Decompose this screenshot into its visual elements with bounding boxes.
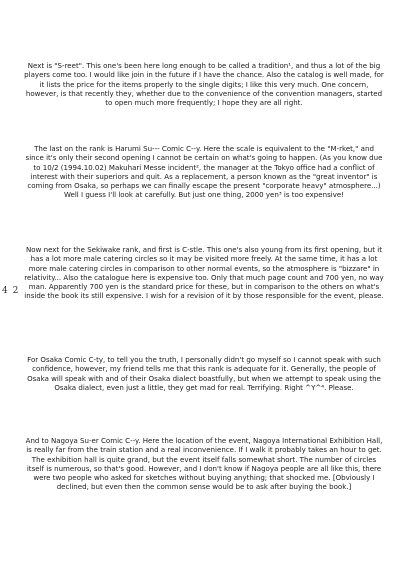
paragraph-harumi: The last on the rank is Harumi Su--- Comic C--y. Here the scale is equivalent to the "M-rket," and since it's only their second opening I cannot be certain on what's going to happen. (As you know due to 10/2 (1994.10.02) Makuhari Messe incident², the manager at the Tokyo office had a conflict of interest with their superiors and quit. As a replacement, a person known as the "great inventor" is coming from Osaka, so perhaps we can finally escape the present "corporate heavy" atmosphere...) Well I guess I'll look at carefully. But just one thing, 2000 yen³ is too expensive! — [25, 144, 383, 200]
paragraph-osaka: For Osaka Comic C-ty, to tell you the truth, I personally didn't go myself so I cannot speak with such confidence, however, my friend tells me that this rank is adequate for it. Generally, the people of Osaka will speak with and of their Osaka dialect boastfully, but when we attempt to speak using the Osaka dialect, even just a little, they get mad for real. Terrifying. Right ^Y^⁴. Please. — [27, 355, 381, 392]
paragraph-street: Next is "S-reet". This one's been here long enough to be called a tradition¹, and thus a lot of the big players come too. I would like join in the future if I have the chance. Also the catalog is well made, for it lists the price for the items properly to the single digits; I like this very much. One concern, however, is that recently they, whether due to the convenience of the convention managers, started to open much more frequently; I hope they are all right. — [24, 61, 384, 108]
paragraph-nagoya: And to Nagoya Su-er Comic C--y. Here the location of the event, Nagoya International Exhibition Hall, is really far from the train station and a real inconvenience. If I walk it probably takes an hour to get. The exhibition hall is quite grand, but the event itself falls somewhat short. The number of circles itself is numerous, so that's good. However, and I don't know if Nagoya people are all like this, there were two people who asked for sketches without buying anything; that shocked me. [Obviously I declined, but even then the common sense would be to ask after buying the book.] — [25, 436, 383, 492]
page-number: 4 2 — [2, 286, 20, 296]
paragraph-castle: Now next for the Sekiwake rank, and first is C-stle. This one's also young from its first opening, but it has a lot more male catering circles so it may be visited more freely. At the same time, it has a lot more male catering circles in comparison to other normal events, so the atmosphere is "bizzare" in relativity... Also the catalogue here is expensive too. Only that much page count and 700 yen, no way man. Apparently 700 yen is the standard price for these, but in comparison to the others on what's inside the book its still expensive. I wish for a revision of it by those responsible for the event, please. — [24, 245, 384, 301]
